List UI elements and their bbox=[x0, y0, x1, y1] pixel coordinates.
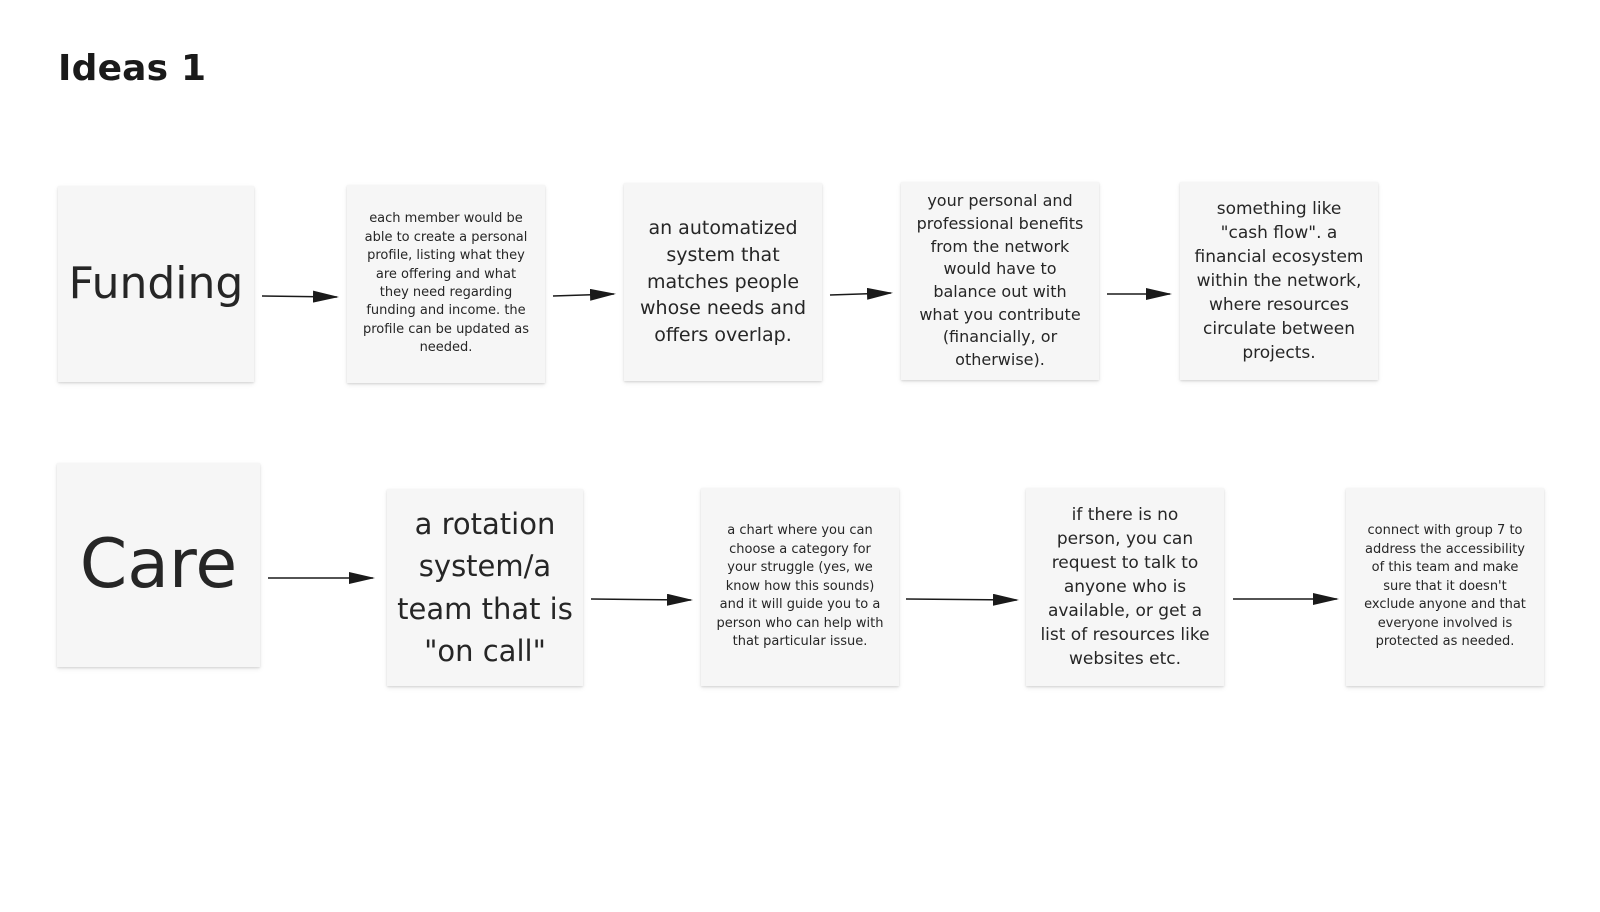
sticky-note-text: your personal and professional benefits from the network would have to balance out with what you contribute (financially, or otherwise). bbox=[916, 191, 1084, 370]
sticky-note-care-3[interactable] bbox=[1026, 488, 1224, 686]
sticky-note-text: Funding bbox=[68, 257, 244, 309]
arrow-funding-1[interactable] bbox=[262, 296, 337, 297]
arrow-care-3[interactable] bbox=[906, 599, 1017, 600]
sticky-note-funding-3[interactable] bbox=[901, 182, 1099, 380]
sticky-note-care-4[interactable] bbox=[1346, 488, 1544, 686]
sticky-note-text: each member would be able to create a personal profile, listing what they are offering and what they need regarding funding and income. the profile can be updated as needed. bbox=[363, 211, 529, 356]
sticky-note-text: an automatized system that matches people whose needs and offers overlap. bbox=[640, 216, 806, 347]
sticky-note-text: a chart where you can choose a category for your struggle (yes, we know how this sounds) and it will guide you to a person who can help with that particular issue. bbox=[716, 523, 884, 650]
sticky-note-care-label[interactable] bbox=[57, 463, 260, 667]
arrow-care-2[interactable] bbox=[591, 599, 691, 600]
sticky-note-funding-2[interactable] bbox=[624, 183, 822, 381]
sticky-note-text: a rotation system/a team that is "on call" bbox=[397, 507, 573, 668]
board-title: Ideas 1 bbox=[58, 48, 207, 89]
sticky-note-funding-4[interactable] bbox=[1180, 182, 1378, 380]
sticky-note-text: if there is no person, you can request to talk to anyone who is available, or get a list of resources like websites etc. bbox=[1040, 504, 1210, 670]
sticky-note-funding-label[interactable] bbox=[58, 186, 254, 382]
arrow-funding-3[interactable] bbox=[830, 293, 891, 295]
sticky-note-text: connect with group 7 to address the accessibility of this team and make sure that it doesn't exclude anyone and that everyone involved is protected as needed. bbox=[1364, 523, 1526, 650]
arrow-funding-2[interactable] bbox=[553, 294, 614, 296]
sticky-note-funding-1[interactable] bbox=[347, 185, 545, 383]
sticky-note-text: something like "cash flow". a financial ecosystem within the network, where resources circulate between projects. bbox=[1194, 198, 1364, 364]
sticky-note-care-2[interactable] bbox=[701, 488, 899, 686]
sticky-note-text: Care bbox=[79, 524, 238, 604]
sticky-note-care-1[interactable] bbox=[387, 489, 583, 686]
